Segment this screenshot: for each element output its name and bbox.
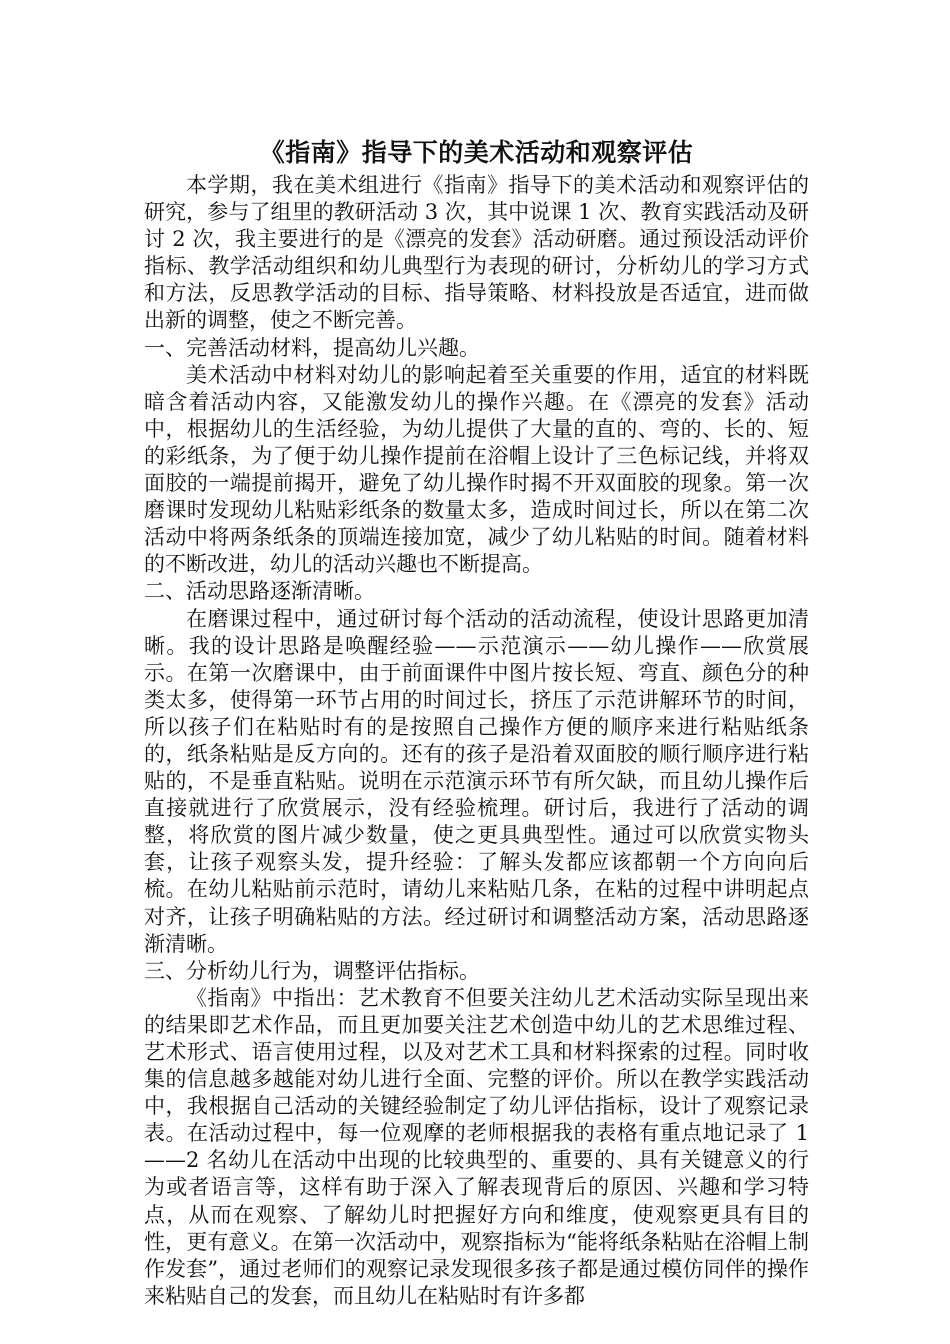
document-title: 《指南》指导下的美术活动和观察评估 bbox=[259, 138, 694, 167]
document-body bbox=[144, 138, 809, 1310]
section-heading-1: 一、完善活动材料，提高幼儿兴趣。 bbox=[144, 335, 480, 360]
section-1-paragraph: 美术活动中材料对幼儿的影响起着至关重要的作用，适宜的材料既暗含着活动内容，又能激发幼儿的操作兴趣。在《漂亮的发套》活动中，根据幼儿的生活经验，为幼儿提供了大量的直的、弯的、长的、短的彩纸条，为了便于幼儿操作提前在浴帽上设计了三色标记线，并将双面胶的一端提前揭开，避免了幼儿操作时揭不开双面胶的现象。第一次磨课时发现幼儿粘贴彩纸条的数量太多，造成时间过长，所以在第二次活动中将两条纸条的顶端连接加宽，减少了幼儿粘贴的时间。随着材料的不断改进，幼儿的活动兴趣也不断提高。 bbox=[144, 362, 809, 577]
section-heading-2: 二、活动思路逐渐清晰。 bbox=[144, 579, 375, 604]
intro-paragraph: 本学期，我在美术组进行《指南》指导下的美术活动和观察评估的研究，参与了组里的教研活动 3 次，其中说课 1 次、教育实践活动及研讨 2 次，我主要进行的是《漂亮的发套》活动研磨。通过预设活动评价指标、教学活动组织和幼儿典型行为表现的研讨，分析幼儿的学习方式和方法，反思教学活动的目标、指导策略、材料投放是否适宜，进而做出新的调整，使之不断完善。 bbox=[144, 173, 809, 333]
section-3-paragraph: 《指南》中指出：艺术教育不但要关注幼儿艺术活动实际呈现出来的结果即艺术作品，而且更加要关注艺术创造中幼儿的艺术思维过程、艺术形式、语言使用过程，以及对艺术工具和材料探索的过程。同时收集的信息越多越能对幼儿进行全面、完整的评价。所以在教学实践活动中，我根据自己活动的关键经验制定了幼儿评估指标，设计了观察记录表。在活动过程中，每一位观摩的老师根据我的表格有重点地记录了 1——2 名幼儿在活动中出现的比较典型的、重要的、具有关键意义的行为或者语言等，这样有助于深入了解表现背后的原因、兴趣和学习特点，从而在观察、了解幼儿时把握好方向和维度，使观察更具有目的性，更有意义。在第一次活动中，观察指标为“能将纸条粘贴在浴帽上制作发套”，通过老师们的观察记录发现很多孩子都是通过模仿同伴的操作来粘贴自己的发套，而且幼儿在粘贴时有许多都 bbox=[144, 985, 809, 1308]
section-heading-3: 三、分析幼儿行为，调整评估指标。 bbox=[144, 958, 480, 983]
section-2-paragraph: 在磨课过程中，通过研讨每个活动的活动流程，使设计思路更加清晰。我的设计思路是唤醒经验——示范演示——幼儿操作——欣赏展示。在第一次磨课中，由于前面课件中图片按长短、弯直、颜色分的种类太多，使得第一环节占用的时间过长，挤压了示范讲解环节的时间，所以孩子们在粘贴时有的是按照自己操作方便的顺序来进行粘贴纸条的，纸条粘贴是反方向的。还有的孩子是沿着双面胶的顺行顺序进行粘贴的，不是垂直粘贴。说明在示范演示环节有所欠缺，而且幼儿操作后直接就进行了欣赏展示，没有经验梳理。研讨后，我进行了活动的调整，将欣赏的图片减少数量，使之更具典型性。通过可以欣赏实物头套，让孩子观察头发，提升经验：了解头发都应该都朝一个方向向后梳。在幼儿粘贴前示范时，请幼儿来粘贴几条，在粘的过程中讲明起点对齐，让孩子明确粘贴的方法。经过研讨和调整活动方案，活动思路逐渐清晰。 bbox=[144, 606, 809, 956]
